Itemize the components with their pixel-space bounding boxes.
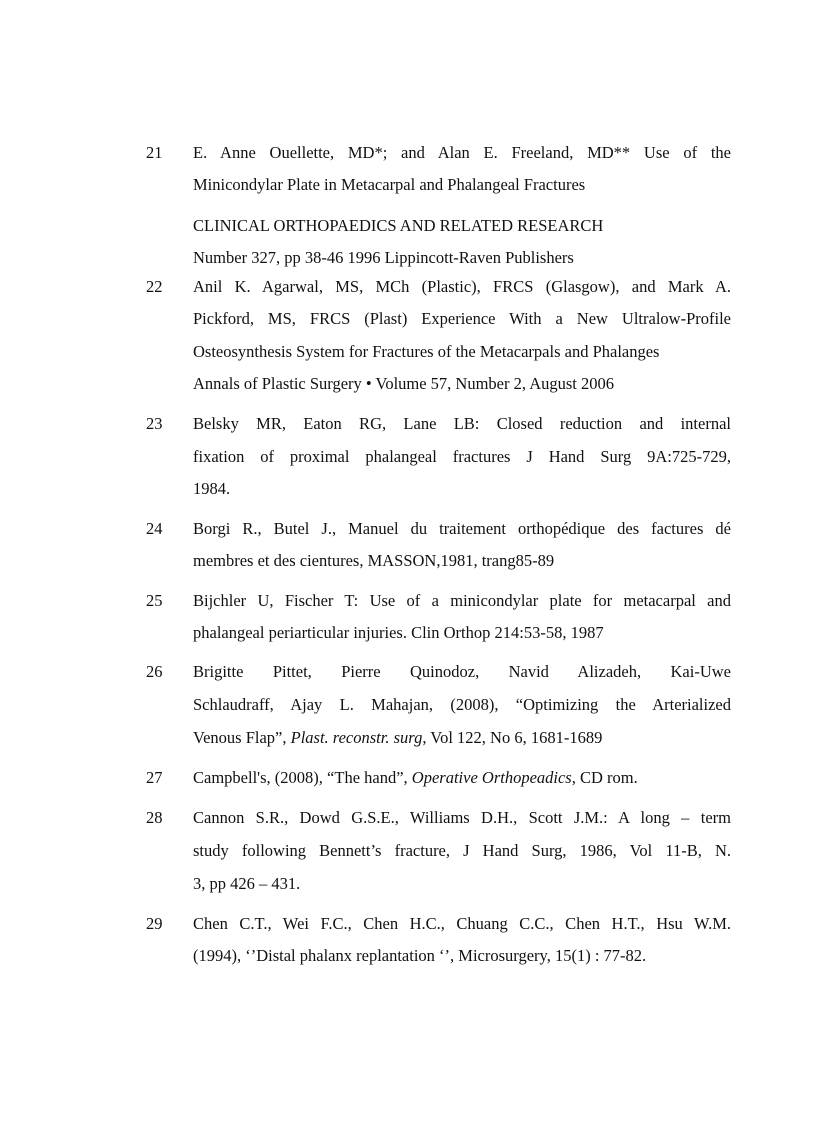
reference-text-line: Brigitte Pittet, Pierre Quinodoz, Navid Alizadeh, Kai-Uwe [193, 662, 731, 681]
journal-title: Plast. reconstr. surg [290, 728, 423, 747]
reference-text-line [193, 721, 731, 754]
reference-text-line: membres et des cientures, MASSON,1981, trang85-89 [193, 551, 555, 570]
reference-text-line: Schlaudraff, Ajay L. Mahajan, (2008), “Optimizing the Arterialized [193, 695, 731, 714]
reference-text-line: Anil K. Agarwal, MS, MCh (Plastic), FRCS (Glasgow), and Mark A. [193, 277, 731, 296]
reference-number: 26 [146, 662, 163, 681]
reference-number: 29 [146, 914, 163, 933]
citation-text: Campbell's, (2008), “The hand”, [193, 768, 412, 787]
reference-text-line: 1984. [193, 479, 231, 498]
reference-text-line: fixation of proximal phalangeal fractures J Hand Surg 9A:725-729, [193, 447, 731, 466]
reference-text-line: Borgi R., Butel J., Manuel du traitement orthopédique des factures dé [193, 519, 731, 538]
citation-text: Venous Flap”, [193, 728, 291, 747]
reference-number: 28 [146, 808, 163, 827]
reference-number: 23 [146, 414, 163, 433]
book-title: Operative Orthopeadics [411, 768, 572, 787]
reference-text-line [193, 761, 731, 794]
reference-text-line: Bijchler U, Fischer T: Use of a minicondylar plate for metacarpal and [193, 591, 731, 610]
reference-text-line: phalangeal periarticular injuries. Clin Orthop 214:53-58, 1987 [193, 623, 604, 642]
reference-text-line: CLINICAL ORTHOPAEDICS AND RELATED RESEARCH [193, 216, 604, 235]
reference-number: 24 [146, 519, 163, 538]
reference-text-line: Chen C.T., Wei F.C., Chen H.C., Chuang C.C., Chen H.T., Hsu W.M. [193, 914, 731, 933]
reference-number: 27 [146, 768, 163, 787]
reference-text-line: Belsky MR, Eaton RG, Lane LB: Closed reduction and internal [193, 414, 731, 433]
reference-text-line: 3, pp 426 – 431. [193, 874, 301, 893]
reference-number: 22 [146, 277, 163, 296]
reference-text-line: study following Bennett’s fracture, J Hand Surg, 1986, Vol 11-B, N. [193, 841, 731, 860]
reference-text-line: (1994), ‘’Distal phalanx replantation ‘’, Microsurgery, 15(1) : 77-82. [193, 946, 647, 965]
reference-text-line: Pickford, MS, FRCS (Plast) Experience With a New Ultralow-Profile [193, 309, 731, 328]
reference-text-line: Minicondylar Plate in Metacarpal and Phalangeal Fractures [193, 175, 586, 194]
reference-number: 21 [146, 143, 163, 162]
reference-number: 25 [146, 591, 163, 610]
reference-text-line: Number 327, pp 38-46 1996 Lippincott-Raven Publishers [193, 248, 574, 267]
reference-text-line: Annals of Plastic Surgery • Volume 57, Number 2, August 2006 [193, 374, 615, 393]
citation-text: , CD rom. [571, 768, 638, 787]
reference-text-line: Osteosynthesis System for Fractures of the Metacarpals and Phalanges [193, 342, 660, 361]
citation-text: , Vol 122, No 6, 1681-1689 [422, 728, 603, 747]
reference-text-line: E. Anne Ouellette, MD*; and Alan E. Freeland, MD** Use of the [193, 143, 731, 162]
reference-text-line: Cannon S.R., Dowd G.S.E., Williams D.H., Scott J.M.: A long – term [193, 808, 731, 827]
